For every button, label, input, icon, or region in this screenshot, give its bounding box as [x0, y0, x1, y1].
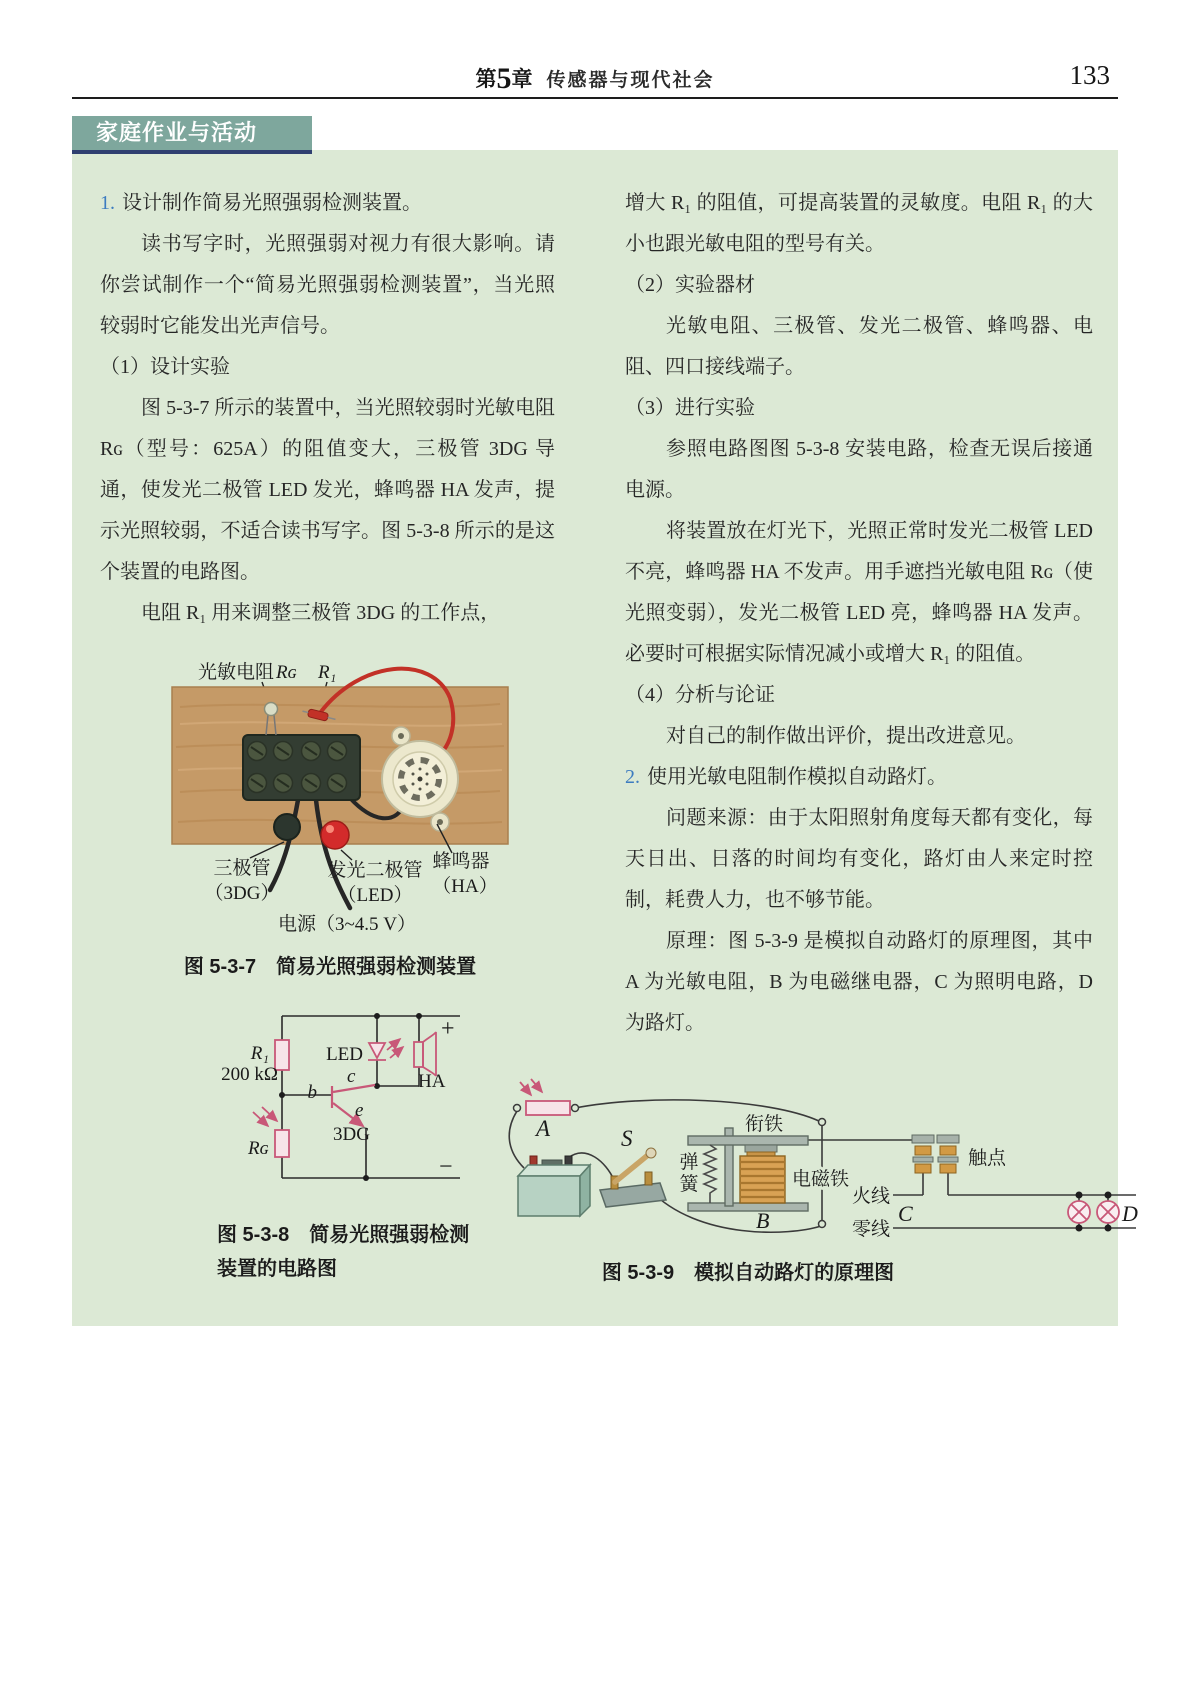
electromagnet-label: 电磁铁	[792, 1169, 850, 1190]
figure-5-3-8	[205, 1008, 505, 1288]
neutral-wire-label: 零线	[851, 1219, 890, 1240]
paragraph: （2）实验器材	[625, 274, 755, 296]
street-lamp-symbols	[1068, 1201, 1119, 1223]
list-item-text: 使用光敏电阻制作模拟自动路灯。	[647, 766, 947, 788]
power-label: 电源（3~4.5 V）	[277, 914, 417, 935]
relay-illustration	[688, 1128, 808, 1211]
a-label: A	[536, 1116, 551, 1141]
paragraph: 原理：图 5-3-9 是模拟自动路灯的原理图，其中 A 为光敏电阻，B 为电磁继电器，C 为照明电路，D 为路灯。	[625, 930, 1093, 1034]
figure-5-3-7	[150, 652, 550, 1002]
s-label: S	[621, 1126, 633, 1151]
pole-pad	[745, 1145, 777, 1152]
photoresistor-a-symbol	[514, 1079, 579, 1115]
paragraph: 将装置放在灯光下，光照正常时发光二极管 LED 不亮，蜂鸣器 HA 不发声。用手遮挡光敏电阻 Rɢ（使光照变弱），发光二极管 LED 亮，蜂鸣器 HA 发声。必要时可根据实际情况减小或增大 R₁ 的阻值。	[625, 520, 1093, 665]
d-label: D	[1122, 1201, 1138, 1226]
spring-symbol	[704, 1145, 716, 1203]
circuit-diagram	[205, 1008, 485, 1190]
list-item-1	[100, 183, 555, 224]
knife-switch-illustration	[600, 1148, 666, 1207]
collector-label: c	[347, 1066, 356, 1087]
list-item-text: 设计制作简易光照强弱检测装置。	[122, 192, 422, 214]
photoresistor-label: 光敏电阻	[198, 662, 275, 683]
paragraph: 对自己的制作做出评价，提出改进意见。	[666, 725, 1026, 747]
page-header	[0, 62, 1190, 96]
minus-terminal-label: −	[439, 1154, 453, 1180]
ha-label: HA	[418, 1071, 446, 1092]
battery-illustration	[518, 1156, 590, 1216]
live-wire-label: 火线	[851, 1186, 890, 1207]
r1-value-label: 200 kΩ	[221, 1064, 278, 1085]
coil-terminal	[819, 1221, 826, 1228]
chapter-number: 5	[496, 62, 512, 95]
transistor-type-label: （3DG）	[204, 883, 280, 904]
page-number: 133	[1069, 60, 1110, 90]
armature-label: 衔铁	[744, 1114, 784, 1135]
led-component	[321, 821, 349, 849]
figure-caption: 图 5-3-9 模拟自动路灯的原理图	[601, 1262, 895, 1284]
paragraph: 电阻 R₁ 用来调整三极管 3DG 的工作点，	[141, 602, 501, 624]
figure-caption-line1: 图 5-3-8 简易光照强弱检测	[217, 1224, 470, 1246]
armature-bar	[688, 1136, 808, 1145]
paragraph: （4）分析与论证	[625, 684, 775, 706]
b-label: B	[756, 1208, 770, 1233]
header-rule	[72, 97, 1118, 99]
pointer-line	[341, 850, 352, 860]
electromagnet-coil	[740, 1156, 785, 1203]
chapter-prefix: 第	[475, 67, 497, 91]
figure-5-3-9	[468, 1078, 1158, 1298]
base-label: b	[307, 1082, 317, 1103]
transistor-symbol	[332, 1085, 375, 1126]
r1-label: R₁	[250, 1043, 269, 1064]
led-symbol	[368, 1039, 403, 1060]
paragraph: 增大 R₁ 的阻值，可提高装置的灵敏度。电阻 R₁ 的大小也跟光敏电阻的型号有关。	[625, 192, 1093, 255]
transistor-component	[274, 814, 300, 840]
figure-caption-line2: 装置的电路图	[217, 1258, 337, 1280]
spring-label-2: 簧	[679, 1174, 699, 1195]
contacts-illustration	[912, 1135, 959, 1173]
buzzer-label: 蜂鸣器	[432, 851, 490, 872]
buzzer-type-label: （HA）	[432, 876, 498, 897]
c-label: C	[898, 1201, 913, 1226]
led-label: LED	[326, 1044, 363, 1065]
r1-label: R₁	[318, 662, 337, 683]
list-number: 2.	[625, 766, 640, 788]
relay-base	[688, 1203, 808, 1211]
figure-caption: 图 5-3-7 简易光照强弱检测装置	[183, 956, 477, 978]
chapter-suffix: 章	[511, 67, 533, 91]
principle-diagram	[468, 1078, 1148, 1248]
paragraph: 问题来源：由于太阳照射角度每天都有变化，每天日出、日落的时间均有变化，路灯由人来定时控制，耗费人力，也不够节能。	[625, 807, 1093, 911]
chapter-title: 传感器与现代社会	[546, 70, 715, 91]
list-number: 1.	[100, 192, 115, 214]
rg-label: Rɢ	[247, 1138, 269, 1159]
paragraph: 参照电路图图 5-3-8 安装电路，检查无误后接通电源。	[625, 438, 1093, 501]
emitter-label: e	[355, 1100, 364, 1121]
contacts-label: 触点	[968, 1148, 1007, 1169]
junction-dots	[279, 1013, 422, 1181]
left-column	[100, 183, 555, 634]
section-tab: 家庭作业与活动	[72, 116, 312, 154]
device-photo-illustration	[150, 652, 540, 942]
coil-terminal	[819, 1119, 826, 1126]
list-item-2	[625, 757, 1093, 798]
transistor-type-label: 3DG	[333, 1124, 370, 1145]
paragraph: 图 5-3-7 所示的装置中，当光照较弱时光敏电阻 Rɢ（型号：625A）的阻值变大，三极管 3DG 导通，使发光二极管 LED 发光，蜂鸣器 HA 发声，提示光照较弱，不适合读书写字。图 5-3-8 所示的是这个装置的电路图。	[100, 397, 555, 583]
led-type-label: （LED）	[337, 885, 413, 906]
terminal-block	[243, 735, 360, 800]
paragraph: （3）进行实验	[625, 397, 755, 419]
paragraph: 读书写字时，光照强弱对视力有很大影响。请你尝试制作一个“简易光照强弱检测装置”，当光照较弱时它能发出光声信号。	[100, 233, 555, 337]
spring-label-1: 弹	[679, 1152, 699, 1173]
buzzer-symbol	[414, 1032, 436, 1076]
plus-terminal-label: +	[441, 1016, 455, 1042]
paragraph: （1）设计实验	[100, 356, 230, 378]
right-column	[625, 183, 1093, 1044]
photoresistor-symbol-label: Rɢ	[276, 662, 298, 683]
paragraph: 光敏电阻、三极管、发光二极管、蜂鸣器、电阻、四口接线端子。	[625, 315, 1093, 378]
led-label: 发光二极管	[327, 860, 423, 881]
transistor-label: 三极管	[213, 858, 271, 879]
